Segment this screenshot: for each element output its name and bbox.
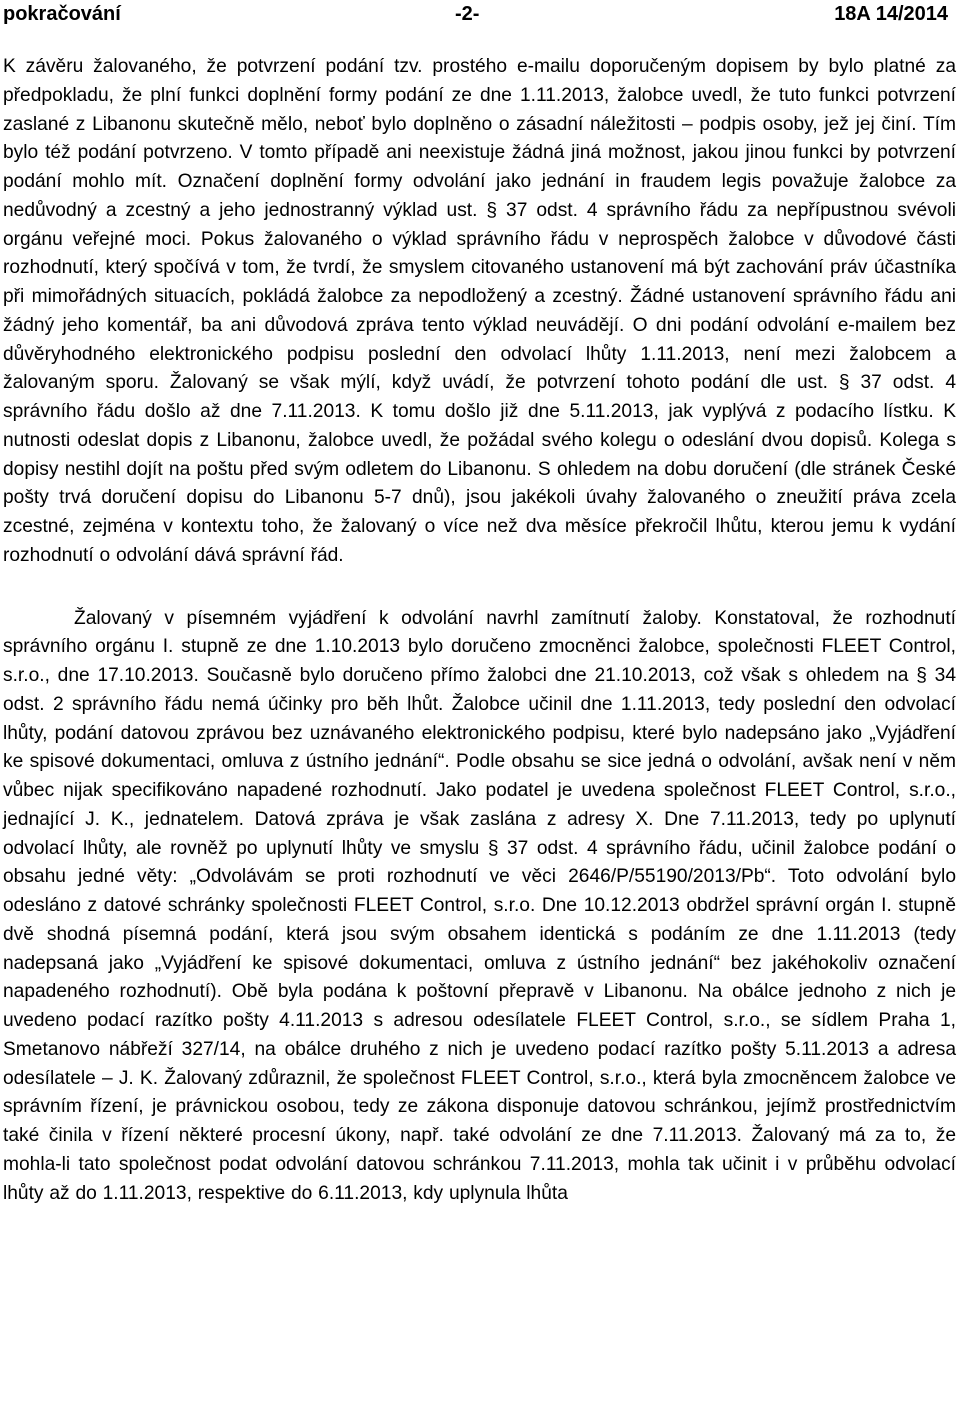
page-number: -2- <box>455 3 480 25</box>
paragraph-gap <box>3 571 956 605</box>
header-continuation: pokračování <box>3 3 121 25</box>
document-page <box>3 0 956 1208</box>
paragraph: Žalovaný v písemném vyjádření k odvolání navrhl zamítnutí žaloby. Konstatoval, že rozhodnutí správního orgánu I. stupně ze dne 1.10.2013 bylo doručeno zmocněnci žalobce, společnosti FLEET Control, s.r.o., dne 17.10.2013. Současně bylo doručeno přímo žalobci dne 21.10.2013, což však s ohledem na § 34 odst. 2 správního řádu nemá účinky pro běh lhůt. Žalobce učinil dne 1.11.2013, tedy poslední den odvolací lhůty, podání datovou zprávou bez uznávaného elektronického podpisu, které bylo nadepsáno jako „Vyjádření ke spisové dokumentaci, omluva z ústního jednání“. Podle obsahu se sice jedná o odvolání, avšak není v něm vůbec nijak specifikováno napadené rozhodnutí. Jako podatel je uvedena společnost FLEET Control, s.r.o., jednající J. K., jednatelem. Datová zpráva je však zaslána z adresy X. Dne 7.11.2013, tedy po uplynutí odvolací lhůty, ale rovněž po uplynutí lhůty ve smyslu § 37 odst. 4 správního řádu, učinil žalobce podání o obsahu jedné věty: „Odvolávám se proti rozhodnutí ve věci 2646/P/55190/2013/Pb“. Toto odvolání bylo odesláno z datové schránky společnosti FLEET Control, s.r.o. Dne 10.12.2013 obdržel správní orgán I. stupně dvě shodná písemná podání, která jsou svým obsahem identická s podáním ze dne 1.11.2013 (tedy nadepsaná jako „Vyjádření ke spisové dokumentaci, omluva z ústního jednání“ bez jakéhokoliv označení napadeného rozhodnutí). Obě byla podána k poštovní přepravě v Libanonu. Na obálce jednoho z nich je uvedeno podací razítko pošty 4.11.2013 s adresou odesílatele FLEET Control, s.r.o., se sídlem Praha 1, Smetanovo nábřeží 327/14, na obálce druhého z nich je uvedeno podací razítko pošty 5.11.2013 a adresa odesílatele – J. K. Žalovaný zdůraznil, že společnost FLEET Control, s.r.o., která byla zmocněncem žalobce ve správním řízení, je právnickou osobou, tedy ze zákona disponuje datovou schránkou, jejímž prostřednictvím také činila v řízení některé procesní úkony, např. také odvolání ze dne 7.11.2013. Žalovaný má za to, že mohla-li tato společnost podat odvolání datovou schránkou 7.11.2013, mohla tak učinit i v průběhu odvolací lhůty až do 1.11.2013, respektive do 6.11.2013, kdy uplynula lhůta <box>3 607 956 1204</box>
paragraph: K závěru žalovaného, že potvrzení podání tzv. prostého e-mailu doporučeným dopisem by bylo platné za předpokladu, že plní funkci doplnění formy podání ze dne 1.11.2013, žalobce uvedl, že tuto funkci potvrzení zaslané z Libanonu skutečně mělo, neboť bylo doplněno o zásadní náležitosti – podpis osoby, jež jej činí. Tím bylo též podání potvrzeno. V tomto případě ani neexistuje žádná jiná možnost, jakou jinou funkci by potvrzení podání mohlo mít. Označení doplnění formy odvolání jako jednání in fraudem legis považuje žalobce za nedůvodný a zcestný a jeho jednostranný výklad ust. § 37 odst. 4 správního řádu za nepřípustnou svévoli orgánu veřejné moci. Pokus žalovaného o výklad správního řádu v neprospěch žalobce v důvodové části rozhodnutí, který spočívá v tom, že tvrdí, že smyslem citovaného ustanovení má být zachování práv účastníka při mimořádných situacích, pokládá žalobce za nepodložený a zcestný. Žádné ustanovení správního řádu ani žádný jeho komentář, ba ani důvodová zpráva tento výklad neuvádějí. O dni podání odvolání e-mailem bez důvěryhodného elektronického podpisu poslední den odvolací lhůty 1.11.2013, není mezi žalobcem a žalovaným sporu. Žalovaný se však mýlí, když uvádí, že potvrzení tohoto podání dle ust. § 37 odst. 4 správního řádu došlo až dne 7.11.2013. K tomu došlo již dne 5.11.2013, jak vyplývá z podacího lístku. K nutnosti odeslat dopis z Libanonu, žalobce uvedl, že požádal svého kolegu o odeslání dvou dopisů. Kolega s dopisy nestihl dojít na poštu před svým odletem do Libanonu. S ohledem na dobu doručení (dle stránek České pošty trvá doručení dopisu do Libanonu 5-7 dnů), jsou jakékoli úvahy žalovaného o zneužití práva zcela zcestné, zejména v kontextu toho, že žalovaný o více než dva měsíce překročil lhůtu, kterou jemu k vydání rozhodnutí o odvolání dává správní řád. <box>3 56 956 566</box>
case-number: 18A 14/2014 <box>834 3 948 25</box>
page-header <box>3 0 956 30</box>
document-body <box>3 53 956 1208</box>
